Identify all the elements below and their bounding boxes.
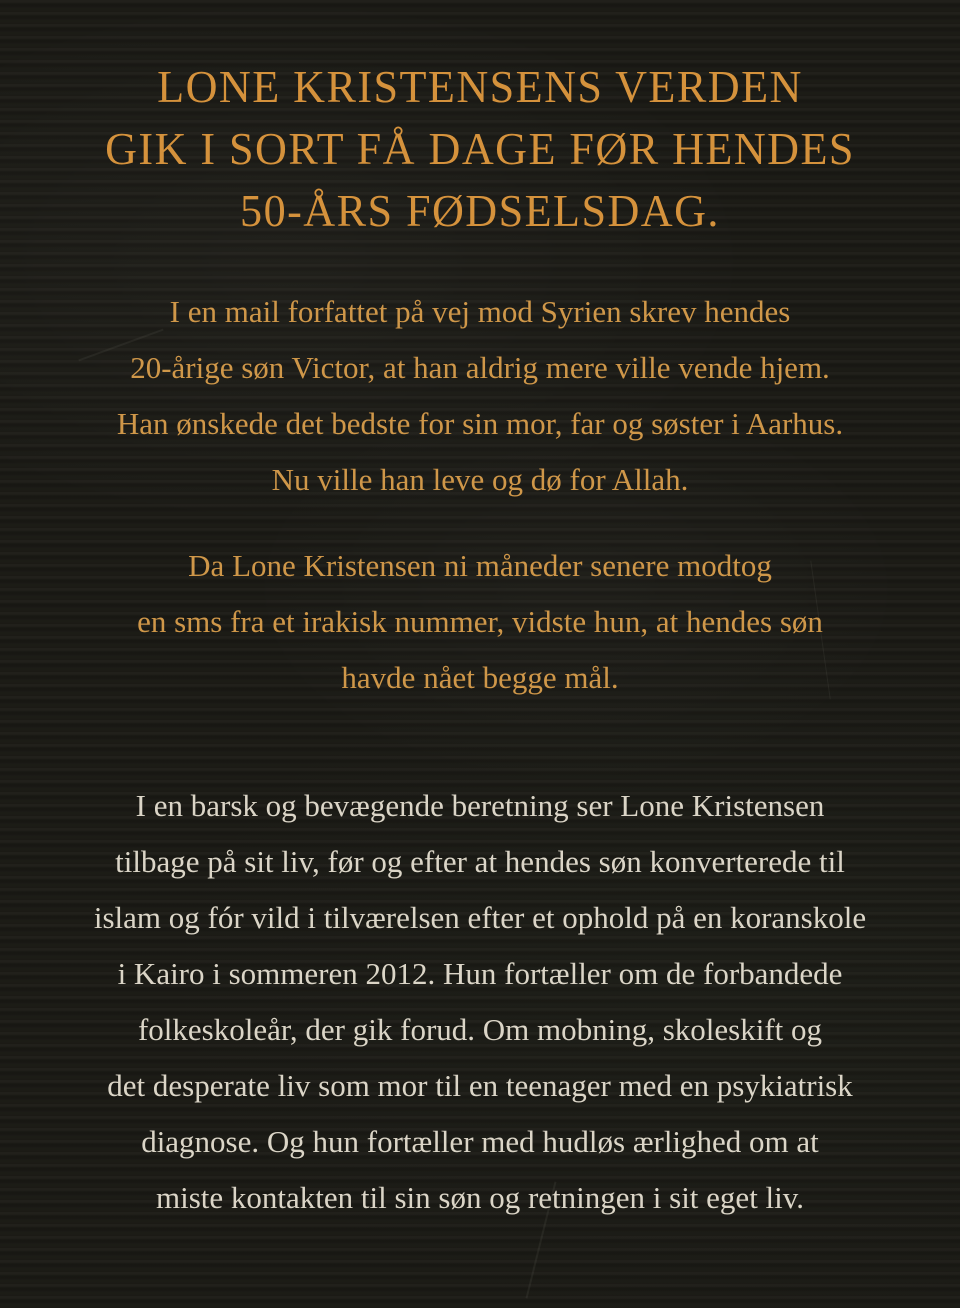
blurb-line: Han ønskede det bedste for sin mor, far og søster i Aarhus. [116,406,844,441]
blurb-line: Da Lone Kristensen ni måneder senere modtog [188,548,772,583]
cover-heading [0,0,960,242]
blurb-line: islam og fór vild i tilværelsen efter et ophold på en koranskole [93,900,867,935]
blurb-line: 20-årige søn Victor, at han aldrig mere ville vende hjem. [130,350,830,385]
blurb-line: det desperate liv som mor til en teenager med en psykiatrisk [107,1068,853,1103]
blurb-line: diagnose. Og hun fortæller med hudløs ærlighed om at [141,1124,819,1159]
blurb-line: folkeskoleår, der gik forud. Om mobning, skoleskift og [137,1012,823,1047]
blurb-paragraph-2 [30,538,930,706]
blurb-line: I en mail forfattet på vej mod Syrien skrev hendes [169,294,791,329]
blurb-line: I en barsk og bevægende beretning ser Lone Kristensen [135,788,825,823]
blurb-line: i Kairo i sommeren 2012. Hun fortæller om de forbandede [117,956,843,991]
heading-line: GIK I SORT FÅ DAGE FØR HENDES [105,123,855,174]
blurb-line: tilbage på sit liv, før og efter at hendes søn konverterede til [115,844,845,879]
blurb-line: havde nået begge mål. [341,660,619,695]
blurb-paragraph-3 [30,778,930,1226]
blurb-paragraph-1 [30,284,930,508]
blurb-line: Nu ville han leve og dø for Allah. [271,462,689,497]
heading-line: 50-ÅRS FØDSELSDAG. [240,185,720,236]
blurb-line: en sms fra et irakisk nummer, vidste hun, at hendes søn [137,604,823,639]
blurb-line: miste kontakten til sin søn og retningen i sit eget liv. [155,1180,805,1215]
heading-line: LONE KRISTENSENS VERDEN [157,61,803,112]
